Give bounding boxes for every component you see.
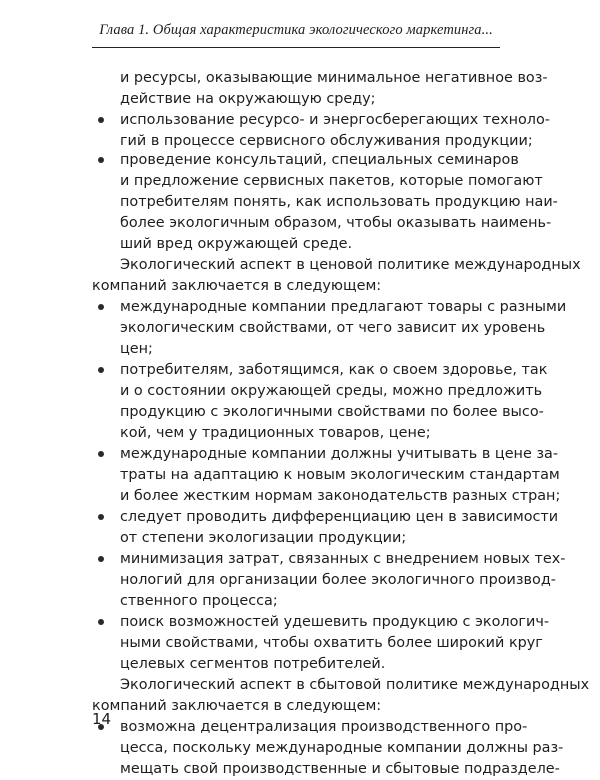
page-number: 14 — [92, 710, 112, 728]
text-line: компаний заключается в следующем: — [92, 278, 382, 294]
text-line: потребителям понять, как использовать продукцию наи- — [120, 194, 558, 210]
text-line: международные компании должны учитывать в цене за- — [120, 446, 559, 462]
text-line: и более жестким нормам законодательств разных стран; — [120, 488, 561, 504]
text-line: более экологичным образом, чтобы оказывать наимень- — [120, 215, 552, 231]
text-line: потребителям, заботящимся, как о своем здоровье, так — [120, 362, 548, 378]
bullet-icon — [98, 619, 104, 625]
text-line: ственного процесса; — [120, 593, 278, 609]
text-line: Экологический аспект в ценовой политике международных — [120, 257, 581, 273]
text-line: использование ресурсо- и энергосберегающих техноло- — [120, 112, 551, 128]
text-line: поиск возможностей удешевить продукцию с экологич- — [120, 614, 550, 630]
bullet-icon — [98, 556, 104, 562]
bullet-icon — [98, 157, 104, 163]
text-line: действие на окружающую среду; — [120, 91, 376, 107]
text-line: компаний заключается в следующем: — [92, 698, 382, 714]
running-header: Глава 1. Общая характеристика экологического маркетинга... — [99, 22, 493, 38]
header-rule — [92, 47, 500, 48]
text-line: от степени экологизации продукции; — [120, 530, 407, 546]
text-line: траты на адаптацию к новым экологическим стандартам — [120, 467, 560, 483]
text-line: гий в процессе сервисного обслуживания продукции; — [120, 133, 533, 149]
text-line: цесса, поскольку международные компании должны раз- — [120, 740, 564, 756]
text-line: и предложение сервисных пакетов, которые помогают — [120, 173, 543, 189]
text-line: целевых сегментов потребителей. — [120, 656, 386, 672]
bullet-icon — [98, 304, 104, 310]
text-line: кой, чем у традиционных товаров, цене; — [120, 425, 431, 441]
text-line: возможна децентрализация производственного про- — [120, 719, 528, 735]
text-line: международные компании предлагают товары с разными — [120, 299, 567, 315]
text-line: ными свойствами, чтобы охватить более широкий круг — [120, 635, 543, 651]
text-line: нологий для организации более экологичного производ- — [120, 572, 556, 588]
text-line: мещать свой производственные и сбытовые подразделе- — [120, 761, 560, 777]
text-line: цен; — [120, 341, 153, 357]
bullet-icon — [98, 117, 104, 123]
text-line: следует проводить дифференциацию цен в зависимости — [120, 509, 559, 525]
text-line: продукцию с экологичными свойствами по более высо- — [120, 404, 544, 420]
text-line: и ресурсы, оказывающие минимальное негативное воз- — [120, 70, 548, 86]
text-line: Экологический аспект в сбытовой политике международных — [120, 677, 590, 693]
text-line: и о состоянии окружающей среды, можно предложить — [120, 383, 543, 399]
bullet-icon — [98, 451, 104, 457]
bullet-icon — [98, 367, 104, 373]
text-line: экологическим свойствами, от чего зависит их уровень — [120, 320, 546, 336]
text-line: проведение консультаций, специальных семинаров — [120, 152, 519, 168]
bullet-icon — [98, 514, 104, 520]
text-line: минимизация затрат, связанных с внедрением новых тех- — [120, 551, 566, 567]
text-line: ший вред окружающей среде. — [120, 236, 353, 252]
